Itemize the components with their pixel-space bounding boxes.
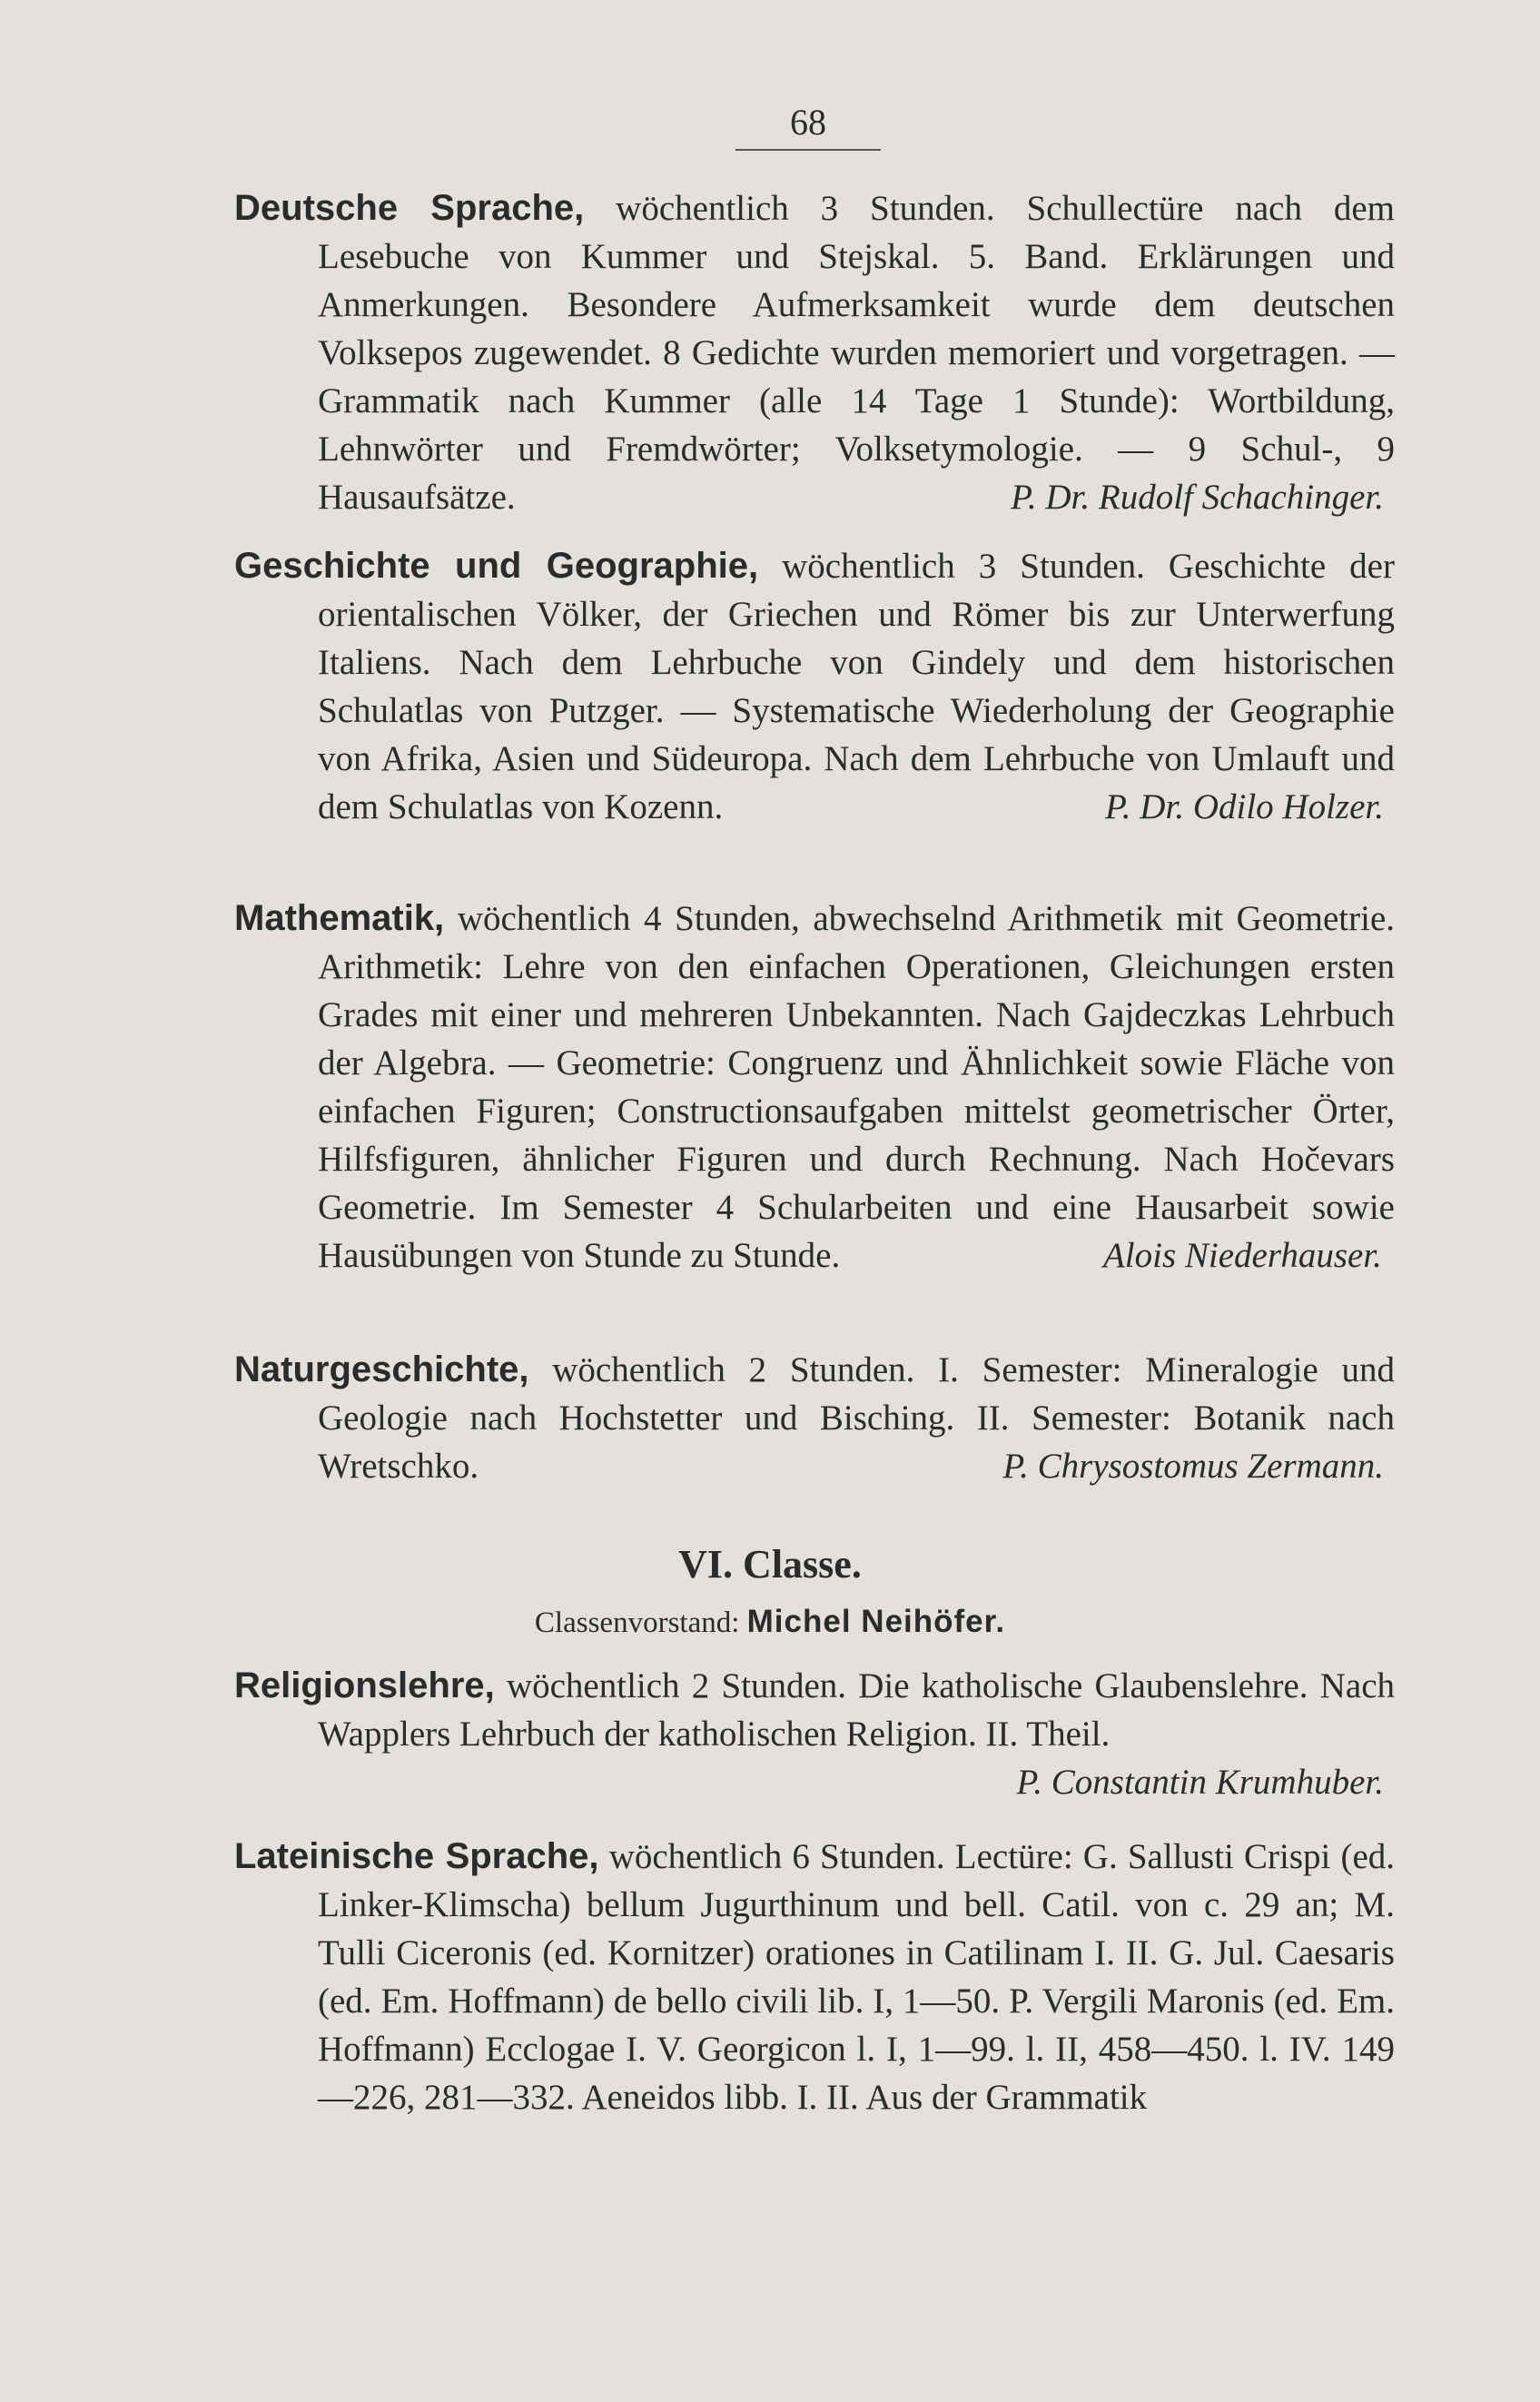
entry-geschichte-geographie xyxy=(234,542,1395,831)
page-number: 68 xyxy=(735,100,881,151)
teacher-name: P. Dr. Odilo Holzer. xyxy=(1105,787,1384,826)
class-title: VI. Classe. xyxy=(678,1542,862,1587)
teacher-name: P. Constantin Krumhuber. xyxy=(1016,1763,1384,1802)
teacher-name: Alois Niederhauser. xyxy=(1102,1236,1382,1275)
class-head-line xyxy=(0,1600,1540,1645)
entry-lateinische-sprache xyxy=(234,1833,1395,2121)
entry-mathematik xyxy=(234,895,1395,1280)
entry-deutsche-sprache xyxy=(234,184,1395,521)
entry-text: wöchentlich 2 Stunden. Die katholische Glaubenslehre. Nach Wapplers Lehrbuch der katholischen Religion. II. Theil. xyxy=(318,1666,1396,1754)
entry-heading: Lateinische Sprache, xyxy=(234,1836,599,1876)
entry-text: wöchentlich 4 Stunden, abwechselnd Arithmetik mit Geometrie. Arithmetik: Lehre von den einfachen Operationen, Gleichungen ersten Grades mit einer und mehreren Unbekannten. Nach Gajdeczkas Lehrbuch der Algebra. — Geometrie: Congruenz und Ähnlichkeit sowie Fläche von einfachen Figuren; Constructionsaufgaben mittelst geometrischer Örter, Hilfsfiguren, ähnlicher Figuren und durch Rechnung. Nach Hočevars Geometrie. Im Semester 4 Schularbeiten und eine Hausarbeit sowie Hausübungen von Stunde zu Stunde. xyxy=(318,899,1396,1275)
entry-religionslehre xyxy=(234,1662,1395,1806)
class-head-label: Classenvorstand: xyxy=(534,1606,740,1639)
entry-text: wöchentlich 6 Stunden. Lectüre: G. Sallusti Crispi (ed. Linker-Klimscha) bellum Jugurthinum und bell. Catil. von c. 29 an; M. Tulli Ciceronis (ed. Kornitzer) orationes in Catilinam I. II. G. Jul. Caesaris (ed. Em. Hoffmann) de bello civili lib. I, 1—50. P. Vergili Maronis (ed. Em. Hoffmann) Ecclogae I. V. Georgicon l. I, 1—99. l. II, 458—450. l. IV. 149—226, 281—332. Aeneidos libb. I. II. Aus der Grammatik xyxy=(318,1837,1396,2117)
entry-text: wöchentlich 3 Stunden. Schullectüre nach dem Lesebuche von Kummer und Stejskal. 5. Band. Erklärungen und Anmerkungen. Besondere Aufmerksamkeit wurde dem deutschen Volksepos zugewendet. 8 Gedichte wurden memoriert und vorgetragen. — Grammatik nach Kummer (alle 14 Tage 1 Stunde): Wortbildung, Lehnwörter und Fremdwörter; Volksetymologie. — 9 Schul-, 9 Hausaufsätze. xyxy=(318,189,1395,517)
teacher-name: P. Dr. Rudolf Schachinger. xyxy=(1011,478,1384,517)
entry-naturgeschichte xyxy=(234,1346,1395,1490)
entry-heading: Mathematik, xyxy=(234,898,445,938)
entry-heading: Deutsche Sprache, xyxy=(234,188,585,228)
entry-text: wöchentlich 3 Stunden. Geschichte der orientalischen Völker, der Griechen und Römer bis zur Unterwerfung Italiens. Nach dem Lehrbuche von Gindely und dem historischen Schulatlas von Putzger. — Systematische Wiederholung der Geographie von Afrika, Asien und Südeuropa. Nach dem Lehrbuche von Umlauft und dem Schulatlas von Kozenn. xyxy=(318,547,1395,826)
entry-text: wöchentlich 2 Stunden. I. Semester: Mineralogie und Geologie nach Hochstetter und Bisching. II. Semester: Botanik nach Wretschko. xyxy=(318,1350,1395,1486)
entry-heading: Naturgeschichte, xyxy=(234,1349,529,1389)
class-head-name: Michel Neihöfer. xyxy=(746,1604,1006,1639)
teacher-name: P. Chrysostomus Zermann. xyxy=(1002,1447,1384,1486)
entry-heading: Religionslehre, xyxy=(234,1666,495,1705)
entry-heading: Geschichte und Geographie, xyxy=(234,546,759,586)
